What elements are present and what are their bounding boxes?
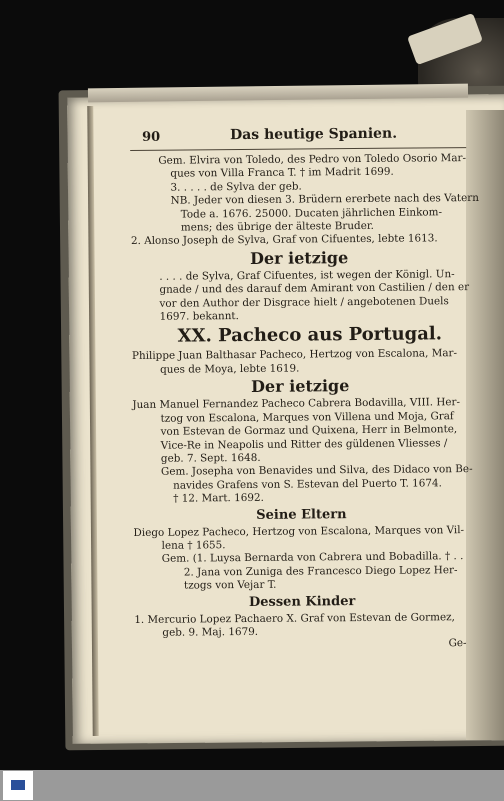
- text-line: . . . . de Sylva, Graf Cifuentes, ist wegen der Königl. Un-: [159, 268, 455, 283]
- logo-icon: [11, 780, 25, 790]
- catchword: Ge-: [448, 637, 467, 650]
- text-line: Gem. Elvira von Toledo, des Pedro von Toledo Osorio Mar-: [158, 152, 467, 167]
- text-line: Dessen Kinder: [248, 593, 356, 610]
- text-line: 1697. bekannt.: [159, 310, 239, 323]
- text-line: 1. Mercurio Lopez Pachaero X. Graf von Estevan de Gormez,: [134, 610, 455, 626]
- text-line: ques de Moya, lebte 1619.: [160, 362, 300, 376]
- viewer-status-bar: [0, 770, 504, 801]
- text-line: gnade / und des darauf dem Amirant von Castilien / den er: [159, 281, 470, 296]
- text-line: Gem. (1. Luysa Bernarda von Cabrera und Bobadilla. † . .: [161, 550, 464, 566]
- text-line: Gem. Josepha von Benavides und Silva, des Didaco von Be-: [160, 463, 473, 479]
- text-line: 2. Jana von Zuniga des Francesco Diego Lopez Her-: [183, 563, 458, 579]
- text-line: Der ietzige: [249, 247, 349, 268]
- text-line: geb. 9. Maj. 1679.: [162, 625, 259, 639]
- page-header: [130, 125, 466, 151]
- text-line: 2. Alonso Joseph de Sylva, Graf von Cifuentes, lebte 1613.: [130, 232, 438, 248]
- text-line: Seine Eltern: [256, 506, 347, 523]
- text-line: Philippe Juan Balthasar Pacheco, Hertzog von Escalona, Mar-: [131, 347, 458, 363]
- library-logo[interactable]: [3, 771, 33, 800]
- text-line: 3. . . . . de Sylva der geb.: [170, 180, 302, 194]
- text-line: geb. 7. Sept. 1648.: [160, 451, 261, 465]
- text-line: tzog von Escalona, Marques von Villena und Moja, Graf: [160, 409, 454, 425]
- text-line: mens; des übrige der älteste Bruder.: [180, 219, 375, 234]
- running-title: Das heutige Spanien.: [229, 125, 398, 144]
- text-line: Diego Lopez Pacheco, Hertzog von Escalona, Marques von Vil-: [133, 523, 465, 539]
- text-line: Vice-Re in Neapolis und Ritter des güldenen Vliesses /: [160, 436, 448, 452]
- text-line: NB. Jeder von diesen 3. Brüdern ererbete nach des Vatern: [170, 192, 479, 207]
- text-line: lena † 1655.: [161, 539, 226, 552]
- text-lines: [130, 152, 479, 640]
- page-number: 90: [142, 129, 161, 145]
- text-line: von Estevan de Gormaz und Quixena, Herr in Belmonte,: [160, 423, 458, 438]
- text-line: Tode a. 1676. 25000. Ducaten jährlichen Einkom-: [180, 205, 443, 221]
- text-line: tzogs von Vejar T.: [183, 578, 277, 592]
- page-text: [130, 125, 479, 698]
- text-line: Der ietzige: [251, 376, 350, 397]
- text-line: ques von Villa Franca T. † im Madrit 1699.: [170, 166, 394, 181]
- text-line: vor den Author der Disgrace hielt / angebotenen Duels: [159, 294, 449, 310]
- text-line: Juan Manuel Fernandez Pacheco Cabrera Bodavilla, VIII. Her-: [132, 396, 461, 412]
- text-line: navides Grafens von S. Estevan del Puerto T. 1674.: [173, 477, 442, 492]
- text-line: † 12. Mart. 1692.: [173, 491, 264, 505]
- text-line: XX. Pacheco aus Portugal.: [177, 323, 443, 348]
